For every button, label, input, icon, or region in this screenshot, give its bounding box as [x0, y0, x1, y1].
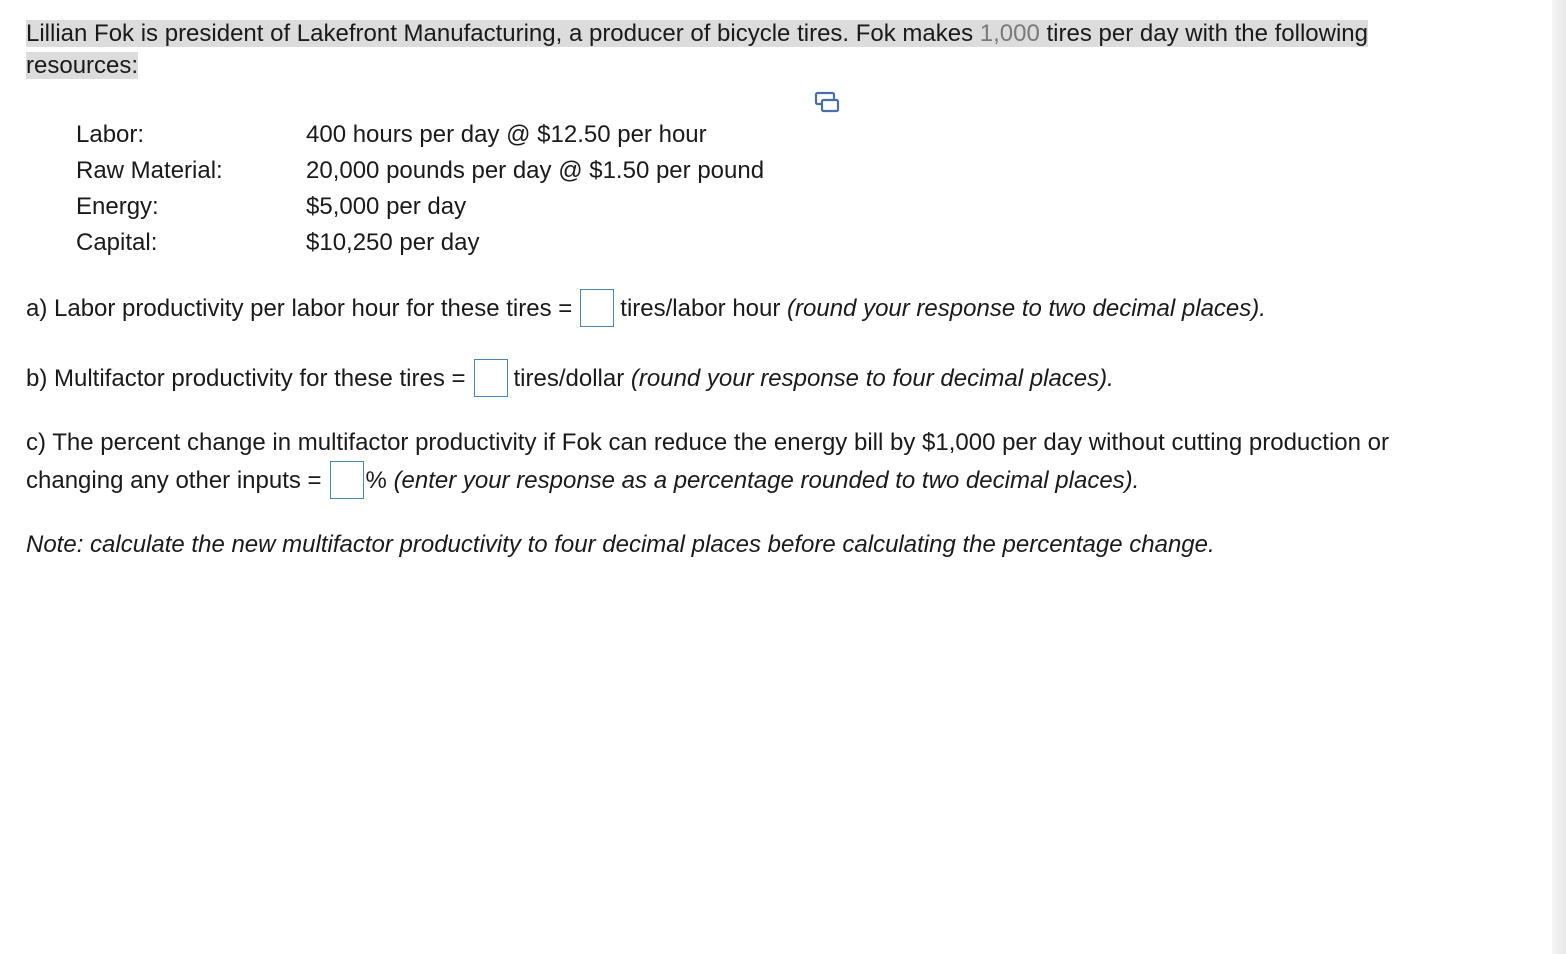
question-c-instruction: (enter your response as a percentage rounded to two decimal places).: [393, 467, 1140, 494]
resource-row-capital: [76, 225, 764, 261]
resources-table: [76, 117, 764, 261]
resource-value: 400 hours per day @ $12.50 per hour: [306, 121, 707, 148]
resource-label: Raw Material:: [76, 157, 223, 184]
intro-highlight: [26, 20, 1368, 79]
question-a-instruction: (round your response to two decimal places).: [787, 295, 1266, 322]
problem-statement: [26, 18, 1556, 82]
intro-text-part1: Lillian Fok is president of Lakefront Manufacturing, a producer of bicycle tires. Fok makes: [26, 20, 980, 47]
note-text: Note: calculate the new multifactor productivity to four decimal places before calculating the percentage change.: [26, 531, 1215, 558]
question-a-unit: tires/labor hour: [620, 295, 781, 322]
intro-text-part3: resources:: [26, 52, 139, 79]
question-c-line1: [26, 424, 1389, 462]
question-a-prefix: a) Labor productivity per labor hour for these tires =: [26, 295, 573, 322]
question-b-prefix: b) Multifactor productivity for these tires =: [26, 365, 466, 392]
scrollbar-track[interactable]: [1552, 0, 1566, 954]
resource-label: Energy:: [76, 193, 159, 220]
resource-label: Capital:: [76, 229, 158, 256]
answer-input-c[interactable]: [330, 461, 364, 499]
question-b: [26, 360, 1114, 399]
resource-label: Labor:: [76, 121, 145, 148]
resource-value: $10,250 per day: [306, 229, 480, 256]
resource-row-energy: [76, 189, 764, 225]
question-c-line2: [26, 462, 1139, 501]
resource-value: $5,000 per day: [306, 193, 467, 220]
question-b-unit: tires/dollar: [513, 365, 625, 392]
question-c-prefix: changing any other inputs =: [26, 467, 322, 494]
copy-to-clipboard-icon[interactable]: [814, 91, 840, 113]
answer-input-a[interactable]: [580, 289, 614, 327]
question-a: [26, 290, 1266, 329]
question-b-instruction: (round your response to four decimal places).: [630, 365, 1114, 392]
question-c-suffix: %: [365, 467, 387, 494]
given-value-tires[interactable]: 1,000: [979, 20, 1040, 47]
answer-input-b[interactable]: [474, 359, 508, 397]
intro-text-part2: tires per day with the following: [1039, 20, 1369, 47]
resource-row-raw-material: [76, 153, 764, 189]
resource-row-labor: [76, 117, 764, 153]
question-c-text: c) The percent change in multifactor productivity if Fok can reduce the energy bill by $1,000 per day without cutting production or: [26, 429, 1389, 456]
resource-value: 20,000 pounds per day @ $1.50 per pound: [306, 157, 765, 184]
